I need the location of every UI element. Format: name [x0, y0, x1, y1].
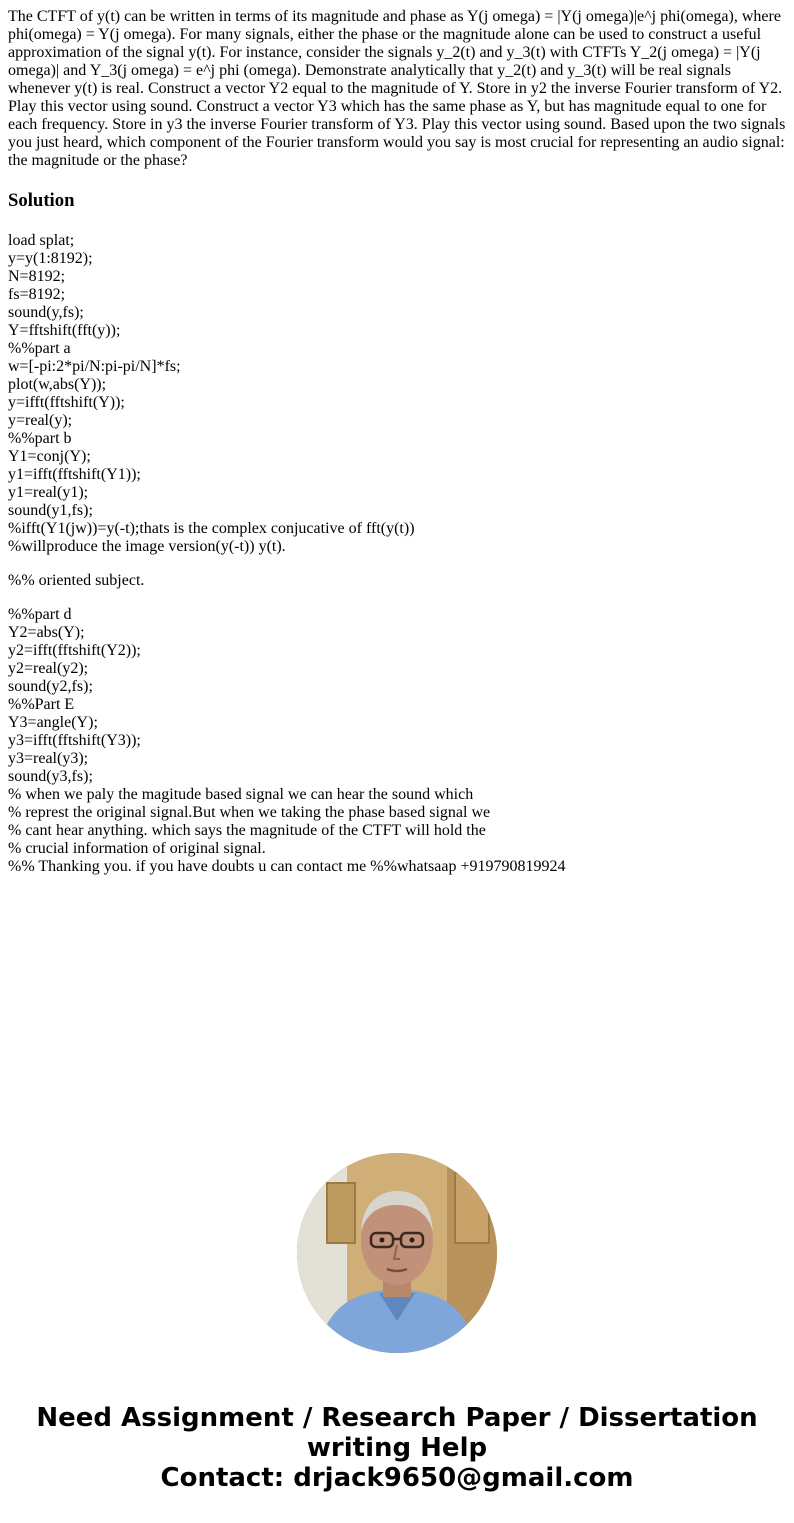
- solution-heading: Solution: [8, 190, 75, 211]
- code-line: Y2=abs(Y);: [8, 624, 85, 641]
- code-line: plot(w,abs(Y));: [8, 376, 107, 393]
- code-line: Y3=angle(Y);: [8, 714, 98, 731]
- code-line: % cant hear anything. which says the magnitude of the CTFT will hold the: [8, 822, 486, 839]
- code-line: %% Thanking you. if you have doubts u can contact me %%whatsaap +919790819924: [8, 858, 566, 875]
- code-line: y1=ifft(fftshift(Y1));: [8, 466, 141, 483]
- code-line: y2=ifft(fftshift(Y2));: [8, 642, 141, 659]
- code-line: y3=ifft(fftshift(Y3));: [8, 732, 141, 749]
- code-line: y=real(y);: [8, 412, 73, 429]
- code-line: y=y(1:8192);: [8, 250, 93, 267]
- code-line: %willproduce the image version(y(-t)) y(t).: [8, 538, 286, 555]
- solution-code: [8, 232, 790, 876]
- code-part-3: [8, 606, 790, 876]
- code-line: %ifft(Y1(jw))=y(-t);thats is the complex conjucative of fft(y(t)): [8, 520, 415, 537]
- code-line: %%Part E: [8, 696, 75, 713]
- code-line: w=[-pi:2*pi/N:pi-pi/N]*fs;: [8, 358, 181, 375]
- code-line: %%part a: [8, 340, 71, 357]
- document-body: [8, 8, 790, 876]
- code-line: sound(y3,fs);: [8, 768, 93, 785]
- code-line: fs=8192;: [8, 286, 66, 303]
- code-line: sound(y2,fs);: [8, 678, 93, 695]
- code-line: %%part b: [8, 430, 72, 447]
- code-line: Y=fftshift(fft(y));: [8, 322, 121, 339]
- code-line: sound(y,fs);: [8, 304, 84, 321]
- code-part-1: [8, 232, 790, 556]
- code-line: %% oriented subject.: [8, 572, 145, 589]
- promo-line-2: writing Help: [306, 1433, 488, 1463]
- person-photo-icon: [297, 1153, 497, 1353]
- promo-contact: Contact: drjack9650@gmail.com: [160, 1463, 634, 1493]
- code-line: load splat;: [8, 232, 75, 249]
- code-line: %%part d: [8, 606, 72, 623]
- promo-line-1: Need Assignment / Research Paper / Dissertation: [36, 1403, 758, 1433]
- code-line: % represt the original signal.But when we taking the phase based signal we: [8, 804, 491, 821]
- code-line: % when we paly the magitude based signal we can hear the sound which: [8, 786, 474, 803]
- question-text: The CTFT of y(t) can be written in terms of its magnitude and phase as Y(j omega) = |Y(j omega)|e^j phi(omega), where phi(omega) = Y(j omega). For many signals, either the phase or the magnitude alone can be used to construct a useful approximation of the signal y(t). For instance, consider the signals y_2(t) and y_3(t) with CTFTs Y_2(j omega) = |Y(j omega)| and Y_3(j omega) = e^j phi (omega). Demonstrate analytically that y_2(t) and y_3(t) will be real signals whenever y(t) is real. Construct a vector Y2 equal to the magnitude of Y. Store in y2 the inverse Fourier transform of Y2. Play this vector using sound. Construct a vector Y3 which has the same phase as Y, but has magnitude equal to one for each frequency. Store in y3 the inverse Fourier transform of Y3. Play this vector using sound. Based upon the two signals you just heard, which component of the Fourier transform would you say is most crucial for representing an audio signal: the magnitude or the phase?: [8, 8, 786, 169]
- code-line: N=8192;: [8, 268, 66, 285]
- code-line: y1=real(y1);: [8, 484, 89, 501]
- code-line: y2=real(y2);: [8, 660, 89, 677]
- author-avatar: [297, 1153, 497, 1353]
- code-line: % crucial information of original signal.: [8, 840, 266, 857]
- code-part-2: [8, 572, 790, 590]
- code-line: y3=real(y3);: [8, 750, 89, 767]
- code-line: sound(y1,fs);: [8, 502, 93, 519]
- code-line: Y1=conj(Y);: [8, 448, 91, 465]
- code-line: y=ifft(fftshift(Y));: [8, 394, 125, 411]
- promo-banner: [0, 1403, 794, 1493]
